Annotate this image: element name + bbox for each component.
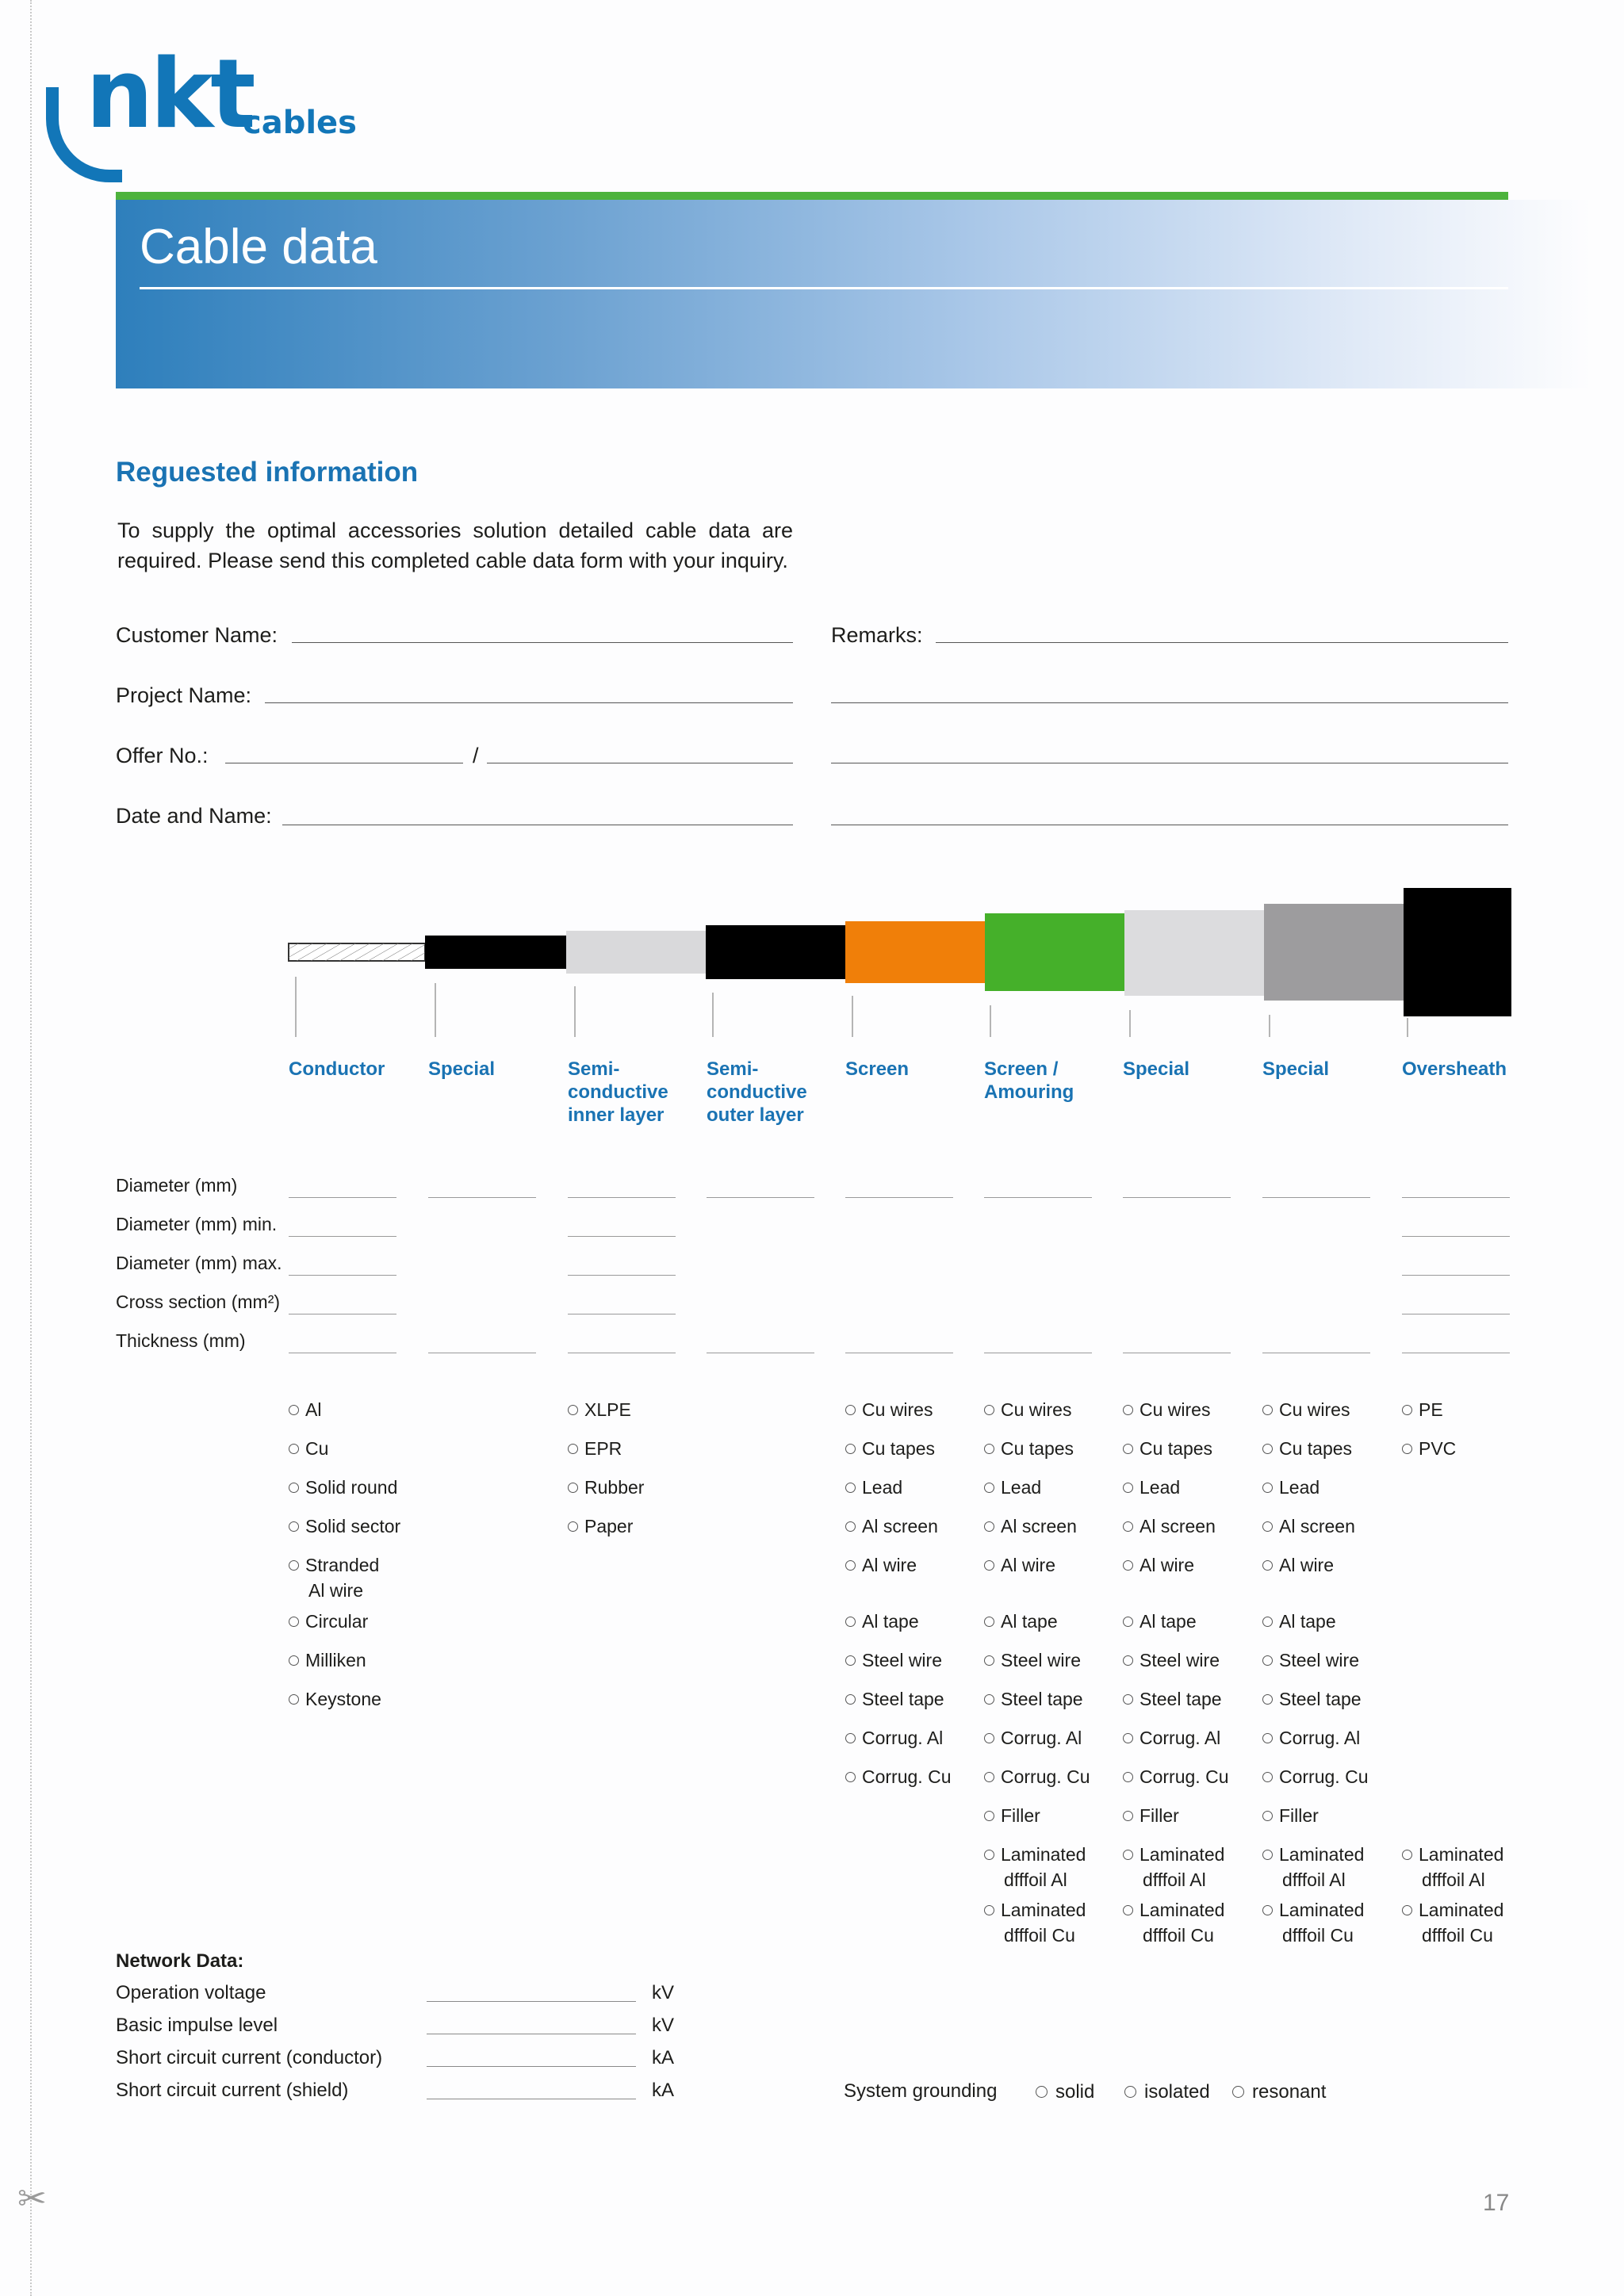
radio-circle-icon[interactable] bbox=[984, 1655, 994, 1666]
component-label: Semi- conductive inner layer bbox=[568, 1058, 668, 1126]
radio-circle-icon[interactable] bbox=[568, 1483, 578, 1493]
special-3-segment bbox=[1264, 904, 1404, 1001]
radio-circle-icon[interactable] bbox=[984, 1560, 994, 1571]
radio-circle-icon[interactable] bbox=[1123, 1850, 1133, 1860]
option-item[interactable] bbox=[289, 1436, 328, 1461]
option-label: EPR bbox=[584, 1438, 622, 1459]
option-label: Milliken bbox=[305, 1650, 366, 1670]
radio-circle-icon[interactable] bbox=[984, 1850, 994, 1860]
network-row-label: Basic impulse level bbox=[116, 2015, 278, 2036]
radio-circle-icon[interactable] bbox=[1262, 1905, 1273, 1915]
radio-circle-icon[interactable] bbox=[1124, 2086, 1136, 2098]
grounding-label: System grounding bbox=[844, 2080, 998, 2102]
option-item[interactable] bbox=[984, 1803, 1040, 1828]
option-item[interactable] bbox=[289, 1513, 400, 1539]
grounding-option[interactable] bbox=[1232, 2079, 1326, 2105]
radio-circle-icon[interactable] bbox=[984, 1483, 994, 1493]
option-label: Laminated bbox=[1279, 1900, 1365, 1920]
option-label-line2: dfffoil Al bbox=[1004, 1869, 1067, 1890]
radio-circle-icon[interactable] bbox=[289, 1405, 299, 1415]
network-row-label: Short circuit current (shield) bbox=[116, 2080, 349, 2101]
option-item[interactable] bbox=[1262, 1764, 1368, 1789]
option-label: Cu tapes bbox=[862, 1438, 936, 1459]
grounding-option-label: resonant bbox=[1252, 2081, 1327, 2103]
screen-segment bbox=[845, 921, 985, 983]
banner-accent-bar bbox=[116, 192, 1508, 200]
special-2-segment bbox=[1124, 910, 1264, 996]
option-item[interactable] bbox=[845, 1764, 951, 1789]
option-item[interactable] bbox=[845, 1686, 944, 1712]
dimension-input-field[interactable] bbox=[1402, 1236, 1510, 1237]
option-item[interactable] bbox=[845, 1436, 935, 1461]
component-label: Special bbox=[1262, 1058, 1330, 1080]
tick-screen bbox=[852, 996, 853, 1037]
option-label: Al tape bbox=[1279, 1611, 1336, 1632]
option-item[interactable] bbox=[984, 1897, 1086, 1948]
component-label: Special bbox=[1123, 1058, 1190, 1080]
option-label: Steel tape bbox=[1139, 1689, 1222, 1709]
option-label: Al wire bbox=[1139, 1555, 1195, 1575]
dimension-input-field[interactable] bbox=[1402, 1197, 1510, 1198]
option-item[interactable] bbox=[1262, 1725, 1360, 1751]
radio-circle-icon[interactable] bbox=[984, 1444, 994, 1454]
option-label-line2: dfffoil Al bbox=[1143, 1869, 1206, 1890]
option-item[interactable] bbox=[845, 1397, 933, 1422]
option-item[interactable] bbox=[984, 1475, 1041, 1500]
cut-line bbox=[30, 0, 32, 2296]
option-label: Al screen bbox=[1139, 1516, 1216, 1536]
network-row-label: Short circuit current (conductor) bbox=[116, 2047, 383, 2068]
option-label-line2: dfffoil Al bbox=[1282, 1869, 1346, 1890]
screen-armouring-segment bbox=[985, 913, 1124, 991]
option-label: Laminated bbox=[1001, 1844, 1086, 1865]
tick-special-3 bbox=[1269, 1015, 1270, 1037]
special-segment bbox=[425, 936, 566, 969]
oversheath-segment bbox=[1404, 888, 1511, 1016]
option-label: Laminated bbox=[1419, 1900, 1504, 1920]
option-label: Lead bbox=[1279, 1477, 1320, 1498]
network-heading: Network Data: bbox=[116, 1950, 244, 1972]
option-item[interactable] bbox=[984, 1436, 1074, 1461]
option-item[interactable] bbox=[568, 1436, 622, 1461]
radio-circle-icon[interactable] bbox=[289, 1617, 299, 1627]
option-item[interactable] bbox=[1262, 1397, 1350, 1422]
option-label: Solid sector bbox=[305, 1516, 401, 1536]
remarks-field-2[interactable] bbox=[831, 702, 1508, 703]
radio-circle-icon[interactable] bbox=[1262, 1617, 1273, 1627]
option-label: Cu wires bbox=[1139, 1399, 1211, 1420]
network-row-label: Operation voltage bbox=[116, 1982, 266, 2003]
option-label: Steel tape bbox=[862, 1689, 944, 1709]
dimension-input-field[interactable] bbox=[289, 1236, 396, 1237]
option-label: Keystone bbox=[305, 1689, 381, 1709]
tick-screen-armouring bbox=[990, 1005, 991, 1037]
option-label: Al tape bbox=[1139, 1611, 1197, 1632]
radio-circle-icon[interactable] bbox=[845, 1733, 856, 1743]
option-item[interactable] bbox=[1123, 1397, 1210, 1422]
offer-no-label: Offer No.: bbox=[116, 744, 209, 767]
dimension-row-label: Thickness (mm) bbox=[116, 1330, 246, 1351]
option-item[interactable] bbox=[1262, 1686, 1362, 1712]
radio-circle-icon[interactable] bbox=[1123, 1405, 1133, 1415]
option-item[interactable] bbox=[1123, 1686, 1222, 1712]
option-item[interactable] bbox=[1123, 1513, 1216, 1539]
option-item[interactable] bbox=[1262, 1552, 1334, 1578]
option-label: Lead bbox=[862, 1477, 903, 1498]
option-label: Steel wire bbox=[1001, 1650, 1081, 1670]
customer-name-label: Customer Name: bbox=[116, 623, 278, 647]
option-item[interactable] bbox=[845, 1647, 942, 1673]
network-input-field[interactable] bbox=[427, 2066, 636, 2067]
option-label: Cu tapes bbox=[1139, 1438, 1213, 1459]
radio-circle-icon[interactable] bbox=[1123, 1811, 1133, 1821]
dimension-row-label: Diameter (mm) min. bbox=[116, 1214, 278, 1234]
radio-circle-icon[interactable] bbox=[845, 1772, 856, 1782]
option-label: Filler bbox=[1279, 1805, 1319, 1826]
radio-circle-icon[interactable] bbox=[289, 1655, 299, 1666]
radio-circle-icon[interactable] bbox=[1262, 1655, 1273, 1666]
component-label: Semi- conductive outer layer bbox=[707, 1058, 807, 1126]
tick-semi-inner bbox=[574, 986, 576, 1037]
dimension-input-field[interactable] bbox=[1123, 1197, 1231, 1198]
option-label: Corrug. Al bbox=[1001, 1728, 1082, 1748]
radio-circle-icon[interactable] bbox=[1123, 1905, 1133, 1915]
option-label: Cu tapes bbox=[1279, 1438, 1353, 1459]
grounding-option[interactable] bbox=[1124, 2079, 1210, 2105]
option-item[interactable] bbox=[1123, 1609, 1197, 1634]
dimension-input-field[interactable] bbox=[428, 1197, 536, 1198]
option-item[interactable] bbox=[289, 1552, 379, 1603]
component-label: Screen / Amouring bbox=[984, 1058, 1074, 1103]
network-unit: kV bbox=[652, 1982, 675, 2003]
option-item[interactable] bbox=[984, 1764, 1090, 1789]
option-item[interactable] bbox=[1262, 1609, 1336, 1634]
option-label: Rubber bbox=[584, 1477, 645, 1498]
radio-circle-icon[interactable] bbox=[568, 1521, 578, 1532]
option-label: Corrug. Al bbox=[862, 1728, 944, 1748]
option-item[interactable] bbox=[289, 1609, 368, 1634]
page-number: 17 bbox=[1483, 2190, 1510, 2216]
option-label: Al bbox=[305, 1399, 322, 1420]
radio-circle-icon[interactable] bbox=[1123, 1560, 1133, 1571]
component-label: Conductor bbox=[289, 1058, 385, 1080]
radio-circle-icon[interactable] bbox=[984, 1694, 994, 1705]
option-item[interactable] bbox=[1262, 1842, 1364, 1892]
option-item[interactable] bbox=[1262, 1803, 1319, 1828]
option-item[interactable] bbox=[568, 1513, 633, 1539]
dimension-input-field[interactable] bbox=[984, 1197, 1092, 1198]
logo-subtitle: cables bbox=[243, 105, 357, 141]
page-title: Cable data bbox=[140, 220, 377, 274]
option-item[interactable] bbox=[984, 1842, 1086, 1892]
option-label: Al screen bbox=[862, 1516, 938, 1536]
option-label: Cu wires bbox=[1279, 1399, 1350, 1420]
radio-circle-icon[interactable] bbox=[984, 1521, 994, 1532]
dimension-input-field[interactable] bbox=[845, 1197, 953, 1198]
semi-outer-segment bbox=[706, 925, 845, 979]
component-label: Screen bbox=[845, 1058, 910, 1080]
option-item[interactable] bbox=[1262, 1513, 1355, 1539]
option-label: Lead bbox=[1001, 1477, 1042, 1498]
option-label: Steel wire bbox=[1139, 1650, 1220, 1670]
grounding-option-label: solid bbox=[1055, 2081, 1095, 2103]
remarks-label: Remarks: bbox=[831, 623, 923, 647]
option-label: Al screen bbox=[1279, 1516, 1355, 1536]
tick-special-2 bbox=[1129, 1010, 1131, 1037]
option-item[interactable] bbox=[1123, 1725, 1220, 1751]
option-item[interactable] bbox=[1262, 1897, 1364, 1948]
radio-circle-icon[interactable] bbox=[984, 1772, 994, 1782]
option-label: Al screen bbox=[1001, 1516, 1077, 1536]
dimension-row-label: Diameter (mm) bbox=[116, 1175, 238, 1196]
scissors-icon: ✂ bbox=[17, 2179, 47, 2219]
option-label: Laminated bbox=[1139, 1900, 1225, 1920]
option-item[interactable] bbox=[289, 1475, 397, 1500]
grounding-option-label: isolated bbox=[1144, 2081, 1210, 2103]
option-item[interactable] bbox=[568, 1397, 631, 1422]
network-input-field[interactable] bbox=[427, 2001, 636, 2002]
option-label: Paper bbox=[584, 1516, 634, 1536]
radio-circle-icon[interactable] bbox=[289, 1560, 299, 1571]
option-label: Cu tapes bbox=[1001, 1438, 1074, 1459]
radio-circle-icon[interactable] bbox=[1262, 1772, 1273, 1782]
cable-cross-section-diagram bbox=[285, 885, 1515, 1020]
radio-circle-icon[interactable] bbox=[1123, 1655, 1133, 1666]
option-label: Cu bbox=[305, 1438, 329, 1459]
offer-no-separator: / bbox=[473, 744, 479, 767]
option-label: Steel tape bbox=[1279, 1689, 1362, 1709]
radio-circle-icon[interactable] bbox=[1402, 1905, 1412, 1915]
radio-circle-icon[interactable] bbox=[1123, 1617, 1133, 1627]
tick-oversheath bbox=[1407, 1018, 1408, 1037]
radio-circle-icon[interactable] bbox=[845, 1521, 856, 1532]
conductor-segment bbox=[289, 943, 425, 961]
option-label: Corrug. Cu bbox=[1279, 1766, 1369, 1787]
radio-circle-icon[interactable] bbox=[1123, 1521, 1133, 1532]
radio-circle-icon[interactable] bbox=[845, 1405, 856, 1415]
radio-circle-icon[interactable] bbox=[845, 1655, 856, 1666]
option-item[interactable] bbox=[984, 1647, 1081, 1673]
option-label-line2: dfffoil Cu bbox=[1004, 1925, 1075, 1946]
option-item[interactable] bbox=[984, 1513, 1077, 1539]
option-label: Filler bbox=[1001, 1805, 1040, 1826]
radio-circle-icon[interactable] bbox=[845, 1560, 856, 1571]
option-label: Corrug. Cu bbox=[1001, 1766, 1090, 1787]
option-item[interactable] bbox=[289, 1397, 321, 1422]
radio-circle-icon[interactable] bbox=[1402, 1850, 1412, 1860]
option-item[interactable] bbox=[1402, 1897, 1503, 1948]
option-label: Al tape bbox=[1001, 1611, 1058, 1632]
option-label: Corrug. Al bbox=[1279, 1728, 1361, 1748]
option-item[interactable] bbox=[984, 1552, 1055, 1578]
radio-circle-icon[interactable] bbox=[984, 1811, 994, 1821]
network-unit: kA bbox=[652, 2080, 675, 2101]
option-label: Filler bbox=[1139, 1805, 1179, 1826]
radio-circle-icon[interactable] bbox=[1262, 1444, 1273, 1454]
radio-circle-icon[interactable] bbox=[1402, 1444, 1412, 1454]
radio-circle-icon[interactable] bbox=[568, 1405, 578, 1415]
option-label: Corrug. Al bbox=[1139, 1728, 1221, 1748]
project-name-field[interactable] bbox=[265, 702, 793, 703]
option-item[interactable] bbox=[289, 1647, 366, 1673]
option-label-line2: Al wire bbox=[308, 1580, 364, 1601]
component-label: Special bbox=[428, 1058, 496, 1080]
option-label-line2: dfffoil Cu bbox=[1282, 1925, 1354, 1946]
radio-circle-icon[interactable] bbox=[984, 1733, 994, 1743]
radio-circle-icon[interactable] bbox=[1123, 1444, 1133, 1454]
option-item[interactable] bbox=[1262, 1475, 1320, 1500]
section-heading: Reguested information bbox=[116, 457, 419, 488]
tick-semi-outer bbox=[712, 993, 714, 1037]
option-label: Cu wires bbox=[1001, 1399, 1072, 1420]
option-item[interactable] bbox=[1123, 1897, 1224, 1948]
dimension-input-field[interactable] bbox=[1402, 1275, 1510, 1276]
radio-circle-icon[interactable] bbox=[845, 1444, 856, 1454]
dimension-input-field[interactable] bbox=[1262, 1197, 1370, 1198]
semi-inner-segment bbox=[566, 931, 706, 974]
network-unit: kA bbox=[652, 2047, 675, 2068]
option-item[interactable] bbox=[984, 1609, 1058, 1634]
radio-circle-icon[interactable] bbox=[1262, 1733, 1273, 1743]
radio-circle-icon[interactable] bbox=[289, 1694, 299, 1705]
option-label-line2: dfffoil Cu bbox=[1422, 1925, 1493, 1946]
option-item[interactable] bbox=[845, 1609, 919, 1634]
option-label: PE bbox=[1419, 1399, 1443, 1420]
option-item[interactable] bbox=[1402, 1436, 1456, 1461]
option-item[interactable] bbox=[845, 1725, 943, 1751]
option-label: Corrug. Cu bbox=[862, 1766, 952, 1787]
grounding-option[interactable] bbox=[1036, 2079, 1094, 2105]
radio-circle-icon[interactable] bbox=[1262, 1521, 1273, 1532]
option-label: Stranded bbox=[305, 1555, 380, 1575]
radio-circle-icon[interactable] bbox=[1262, 1850, 1273, 1860]
option-item[interactable] bbox=[289, 1686, 381, 1712]
option-label: XLPE bbox=[584, 1399, 631, 1420]
radio-circle-icon[interactable] bbox=[1123, 1733, 1133, 1743]
radio-circle-icon[interactable] bbox=[1123, 1483, 1133, 1493]
option-label: Al wire bbox=[1001, 1555, 1056, 1575]
option-item[interactable] bbox=[984, 1397, 1071, 1422]
radio-circle-icon[interactable] bbox=[984, 1905, 994, 1915]
option-item[interactable] bbox=[1402, 1842, 1503, 1892]
radio-circle-icon[interactable] bbox=[1262, 1811, 1273, 1821]
dimension-input-field[interactable] bbox=[289, 1275, 396, 1276]
option-label: Cu wires bbox=[862, 1399, 933, 1420]
option-label-line2: dfffoil Cu bbox=[1143, 1925, 1214, 1946]
radio-circle-icon[interactable] bbox=[1036, 2086, 1048, 2098]
dimension-input-field[interactable] bbox=[568, 1275, 676, 1276]
option-item[interactable] bbox=[984, 1725, 1082, 1751]
option-label: Al tape bbox=[862, 1611, 919, 1632]
option-label: Circular bbox=[305, 1611, 369, 1632]
radio-circle-icon[interactable] bbox=[984, 1617, 994, 1627]
radio-circle-icon[interactable] bbox=[984, 1405, 994, 1415]
dimension-input-field[interactable] bbox=[707, 1197, 814, 1198]
option-item[interactable] bbox=[1123, 1436, 1212, 1461]
option-item[interactable] bbox=[845, 1475, 902, 1500]
radio-circle-icon[interactable] bbox=[1262, 1483, 1273, 1493]
option-item[interactable] bbox=[845, 1552, 917, 1578]
option-item[interactable] bbox=[1402, 1397, 1443, 1422]
dimension-input-field[interactable] bbox=[289, 1197, 396, 1198]
component-label: Oversheath bbox=[1402, 1058, 1507, 1080]
logo-brand: nkt bbox=[86, 40, 253, 150]
radio-circle-icon[interactable] bbox=[289, 1521, 299, 1532]
radio-circle-icon[interactable] bbox=[289, 1444, 299, 1454]
option-label: Laminated bbox=[1001, 1900, 1086, 1920]
option-label: Laminated bbox=[1139, 1844, 1225, 1865]
radio-circle-icon[interactable] bbox=[1123, 1772, 1133, 1782]
option-label: Steel tape bbox=[1001, 1689, 1083, 1709]
option-label-line2: dfffoil Al bbox=[1422, 1869, 1485, 1890]
radio-circle-icon[interactable] bbox=[568, 1444, 578, 1454]
option-item[interactable] bbox=[1262, 1436, 1352, 1461]
option-item[interactable] bbox=[1262, 1647, 1359, 1673]
remarks-field-1[interactable] bbox=[936, 642, 1508, 643]
dimension-row-label: Cross section (mm²) bbox=[116, 1292, 281, 1312]
intro-text: To supply the optimal accessories solution detailed cable data are required. Please send this completed cable data form with your inquiry. bbox=[117, 519, 793, 572]
dimension-input-field[interactable] bbox=[568, 1197, 676, 1198]
project-name-label: Project Name: bbox=[116, 683, 252, 707]
dimension-input-field[interactable] bbox=[568, 1236, 676, 1237]
banner-divider bbox=[140, 287, 1508, 289]
option-item[interactable] bbox=[568, 1475, 644, 1500]
option-label: Al wire bbox=[862, 1555, 917, 1575]
radio-circle-icon[interactable] bbox=[1123, 1694, 1133, 1705]
option-label: Solid round bbox=[305, 1477, 398, 1498]
date-name-label: Date and Name: bbox=[116, 804, 272, 828]
radio-circle-icon[interactable] bbox=[845, 1694, 856, 1705]
option-label: PVC bbox=[1419, 1438, 1457, 1459]
radio-circle-icon[interactable] bbox=[845, 1617, 856, 1627]
option-item[interactable] bbox=[1123, 1647, 1220, 1673]
radio-circle-icon[interactable] bbox=[289, 1483, 299, 1493]
option-label: Corrug. Cu bbox=[1139, 1766, 1229, 1787]
network-unit: kV bbox=[652, 2015, 675, 2036]
option-item[interactable] bbox=[1123, 1475, 1180, 1500]
option-item[interactable] bbox=[845, 1513, 938, 1539]
option-item[interactable] bbox=[1123, 1764, 1228, 1789]
tick-conductor bbox=[295, 977, 297, 1037]
radio-circle-icon[interactable] bbox=[1402, 1405, 1412, 1415]
radio-circle-icon[interactable] bbox=[1232, 2086, 1244, 2098]
option-label: Laminated bbox=[1419, 1844, 1504, 1865]
option-label: Laminated bbox=[1279, 1844, 1365, 1865]
option-item[interactable] bbox=[984, 1686, 1083, 1712]
option-label: Lead bbox=[1139, 1477, 1181, 1498]
radio-circle-icon[interactable] bbox=[845, 1483, 856, 1493]
option-label: Al wire bbox=[1279, 1555, 1335, 1575]
customer-name-field[interactable] bbox=[292, 642, 793, 643]
option-label: Steel wire bbox=[862, 1650, 942, 1670]
radio-circle-icon[interactable] bbox=[1262, 1405, 1273, 1415]
option-item[interactable] bbox=[1123, 1803, 1179, 1828]
dimension-row-label: Diameter (mm) max. bbox=[116, 1253, 282, 1273]
option-item[interactable] bbox=[1123, 1842, 1224, 1892]
radio-circle-icon[interactable] bbox=[1262, 1694, 1273, 1705]
option-label: Steel wire bbox=[1279, 1650, 1359, 1670]
radio-circle-icon[interactable] bbox=[1262, 1560, 1273, 1571]
tick-special bbox=[435, 983, 436, 1037]
option-item[interactable] bbox=[1123, 1552, 1194, 1578]
